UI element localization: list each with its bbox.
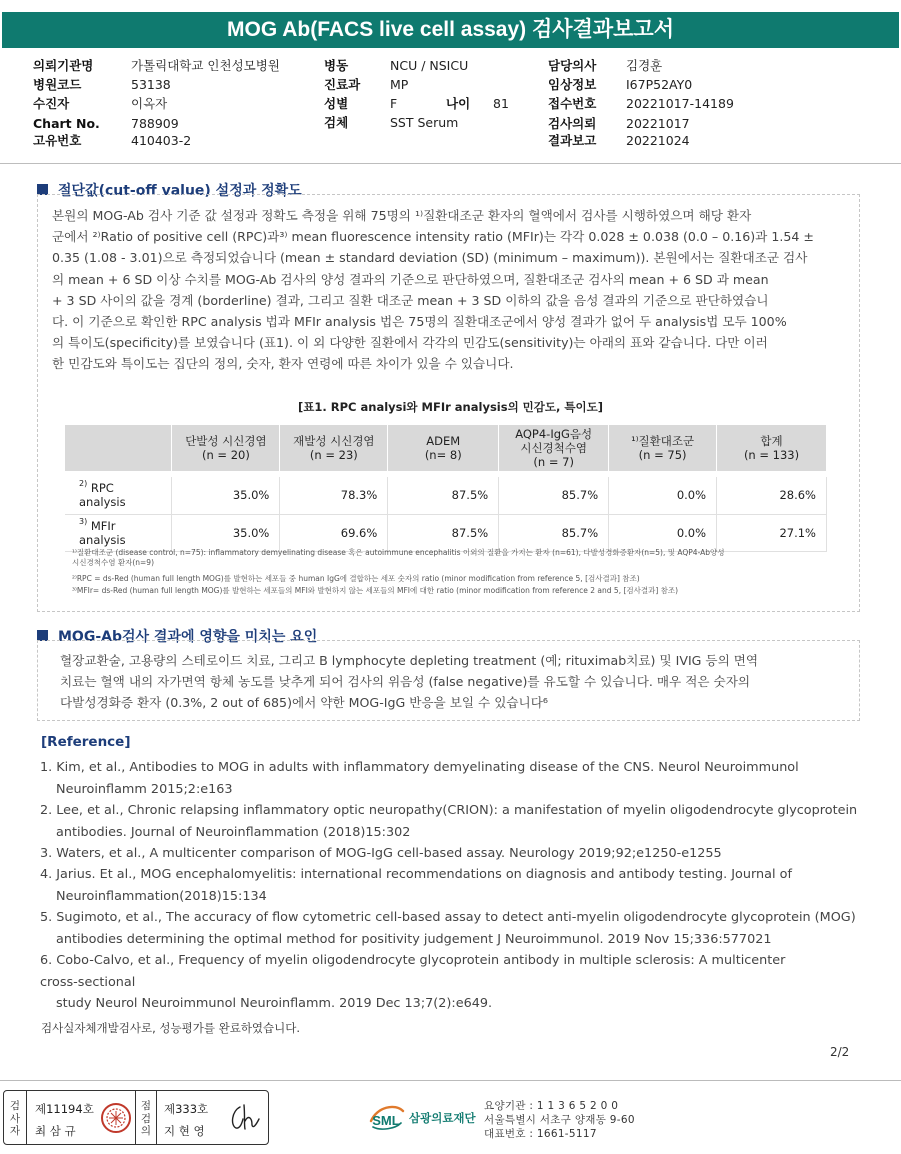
table-cell: 35.0% [172,514,280,551]
phone-number: 대표번호 : 1661-5117 [484,1128,597,1140]
address: 서울특별시 서초구 양재동 9-60 [484,1114,635,1126]
inspector-license-no: 제333호 [164,1102,209,1116]
patient-name-value: 이옥자 [131,96,168,111]
specimen-label: 검체 [324,115,349,130]
table-header-cell: AQP4-IgG음성 시신경척수염 (n = 7) [499,425,609,471]
ward-label: 병동 [324,58,349,73]
table-corner-cell [65,425,172,471]
table-cell: 87.5% [388,514,499,551]
chart-no-label: Chart No. [33,116,100,131]
cutoff-line: 군에서 ²⁾Ratio of positive cell (RPC)과³⁾ mean fluorescence intensity ratio (MFIr)는 각각 0.028 ± 0.038 (0.0 – 0.16)과 1.54 ± [52,229,814,245]
cutoff-line: 의 mean + 6 SD 이상 수치를 MOG-Ab 검사의 양성 결과의 기준으로 판단하였으며, 질환대조군 검사의 mean + 6 SD 과 mean [52,271,769,287]
institution-code: 요양기관 : 1 1 3 6 5 2 0 0 [484,1100,619,1112]
sex-label: 성별 [324,96,349,111]
ward-value: NCU / NSICU [390,58,469,73]
table-caption: [표1. RPC analysi와 MFIr analysis의 민감도, 특이도] [298,400,603,414]
table-row [65,514,827,551]
table-header-row [65,425,827,471]
table-cell: 78.3% [280,477,388,514]
factors-paragraph [60,650,758,714]
specimen-value: SST Serum [390,115,459,130]
reference-item: 3. Waters, et al., A multicenter comparison of MOG-IgG cell-based assay. Neurology 2019;92;e1250-e1255 [40,846,722,861]
sml-logo-icon [367,1097,405,1135]
cutoff-heading-text: 절단값(cut-off value) 설정과 정확도 [58,183,302,199]
table-footnote: ¹⁾질환대조군 (disease control, n=75): inflammatory demyelinating disease 혹은 autoimmune encephalitis 이외의 질환을 가지는 환자 (n=61), 다발성경화증환자(n=5), 및 AQP4-Ab양성 [72,548,725,557]
clinical-info-label: 임상정보 [548,77,597,92]
tester-license-no: 제11194호 [35,1102,94,1116]
inspector-name: 지 현 영 [164,1124,205,1138]
receipt-no-label: 접수번호 [548,96,597,111]
footer-divider [0,1080,901,1081]
hospital-code-value: 53138 [131,77,171,92]
reference-heading: [Reference] [41,734,131,750]
tester-name: 최 삼 규 [35,1124,76,1138]
table-header-cell: 단발성 시신경염 (n = 20) [172,425,280,471]
cutoff-line: 한 민감도와 특이도는 집단의 정의, 숫자, 환자 연령에 따른 차이가 있을 수 있습니다. [52,356,514,372]
cutoff-line: 0.35 (1.08 - 3.01)으로 측정되었습니다 (mean ± standard deviation (SD) (minimum – maximum)). 본원에서는 질환대조군 검사 [52,250,808,266]
institution-label: 의뢰기관명 [33,58,94,73]
reference-item: 4. Jarius. Et al., MOG encephalomyelitis: international recommendations on diagnosis and antibody testing. Journal of Neuroinflammation(2018)15:134 [40,867,792,904]
table-cell: 69.6% [280,514,388,551]
cutoff-line: 본원의 MOG-Ab 검사 기준 값 설정과 정확도 측정을 위해 75명의 ¹⁾질환대조군 환자의 혈액에서 검사를 시행하였으며 해당 환자 [52,208,752,223]
reference-item: 2. Lee, et al., Chronic relapsing inflammatory optic neuropathy(CRION): a manifestation of myelin oligodendrocyte glycoprotein antibodies. Journal of Neuroinflammation (2018)15:302 [40,803,858,840]
age-value: 81 [493,96,509,111]
row-label: $^{3)}$ MFIr analysis [65,514,172,551]
chart-no-value: 788909 [131,116,179,131]
report-title: MOG Ab(FACS live cell assay) 검사결과보고서 [2,12,899,48]
department-label: 진료과 [324,77,361,92]
table-cell: 35.0% [172,477,280,514]
report-date-label: 결과보고 [548,133,597,148]
tester-label: 검 사 자 [9,1100,21,1137]
organization-name: 삼광의료재단 [409,1111,476,1125]
sex-value: F [390,96,398,111]
table-header-cell: ¹⁾질환대조군 (n = 75) [609,425,717,471]
department-value: MP [390,77,409,92]
table-footnote: ³⁾MFIr= ds-Red (human full length MOG)를 발현하는 세포들의 MFI와 발현하지 않는 세포들의 MFI에 대한 ratio (minor modification from reference 2 and 5, [검사결과] 참조) [72,586,679,595]
doctor-label: 담당의사 [548,58,597,73]
clinical-info-value: I67P52AY0 [626,77,693,92]
row-label: $^{2)}$ RPC analysis [65,477,172,514]
factors-line: 치료는 혈액 내의 자가면역 항체 농도를 낮추게 되어 검사의 위음성 (false negative)를 유도할 수 있습니다. 매우 적은 숫자의 [60,674,751,690]
table-cell: 85.7% [499,477,609,514]
factors-heading-text: MOG-Ab검사 결과에 영향을 미치는 요인 [58,629,318,645]
table-header-cell: ADEM (n= 8) [388,425,499,471]
cutoff-paragraph [52,205,814,375]
factors-line: 혈장교환술, 고용량의 스테로이드 치료, 그리고 B lymphocyte depleting treatment (예; rituximab치료) 및 IVIG 등의 면역 [60,653,759,668]
handwritten-signature-icon [226,1101,262,1135]
hospital-code-label: 병원코드 [33,77,82,92]
cutoff-line: 의 특이도(specificity)를 보였습니다 (표1). 이 외 다양한 질환에서 각각의 민감도(sensitivity)는 아래의 표와 같습니다. 다만 이러 [52,335,768,351]
page-number: 2/2 [830,1045,850,1059]
table-header-cell: 재발성 시신경염 (n = 23) [280,425,388,471]
patient-name-label: 수진자 [33,96,70,111]
reference-item: 5. Sugimoto, et al., The accuracy of flow cytometric cell-based assay to detect anti-myelin oligodendrocyte glycoprotein (MOG) antibodies determining the optimal method for positivity judgement J Neuroimmunol. 2019 Nov 15;336:577021 [40,910,856,947]
sensitivity-table [65,425,827,552]
receipt-no-value: 20221017-14189 [626,96,734,111]
signature-box [3,1090,269,1145]
table-footnote: ²⁾RPC = ds-Red (human full length MOG)를 발현하는 세포들 중 human IgG에 결합하는 세포 숫자의 ratio (minor modification from reference 5, [검사결과] 참조) [72,574,640,583]
cutoff-line: 다. 이 기준으로 확인한 RPC analysis 법과 MFIr analysis 법은 75명의 질환대조군에서 양성 결과가 없어 두 analysis법 모두 100% [52,314,787,330]
age-label: 나이 [446,96,471,111]
inspector-label: 점 검 의 [140,1100,152,1137]
report-date-value: 20221024 [626,133,690,148]
reference-item: 1. Kim, et al., Antibodies to MOG in adults with inflammatory demyelinating disease of the CNS. Neurol Neuroimmunol Neuroinflamm 2015;2:e163 [40,760,799,797]
table-row [65,477,827,514]
unique-no-value: 410403-2 [131,133,192,148]
table-cell: 0.0% [609,477,717,514]
sml-logo-text: SML [372,1113,400,1128]
header-divider [0,163,901,164]
table-cell: 87.5% [388,477,499,514]
validation-note: 검사실자체개발검사로, 성능평가를 완료하였습니다. [41,1021,301,1035]
table-cell: 27.1% [717,514,827,551]
table-cell: 0.0% [609,514,717,551]
doctor-value: 김경훈 [626,58,663,73]
table-cell: 85.7% [499,514,609,551]
cutoff-line: + 3 SD 사이의 값을 경계 (borderline) 결과, 그리고 질환 대조군 mean + 3 SD 이하의 값을 음성 결과의 기준으로 판단하였습니 [52,292,769,308]
unique-no-label: 고유번호 [33,133,82,148]
factors-line: 다발성경화증 환자 (0.3%, 2 out of 685)에서 약한 MOG-IgG 반응을 보일 수 있습니다⁶ [60,695,548,711]
reference-item: 6. Cobo-Calvo, et al., Frequency of myelin oligodendrocyte glycoprotein antibody in multiple sclerosis: A multicenter cross-sectional study Neurol Neuroimmunol Neuroinflamm. 2019 Dec 13;7(2):e649. [40,953,786,1012]
table-footnote: 시신경척수염 환자(n=9) [72,558,155,567]
table-cell: 28.6% [717,477,827,514]
table-header-cell: 합계 (n = 133) [717,425,827,471]
request-date-value: 20221017 [626,116,690,131]
request-date-label: 검사의뢰 [548,116,597,131]
institution-value: 가톨릭대학교 인천성모병원 [131,58,280,73]
seal-stamp-icon [99,1101,133,1135]
